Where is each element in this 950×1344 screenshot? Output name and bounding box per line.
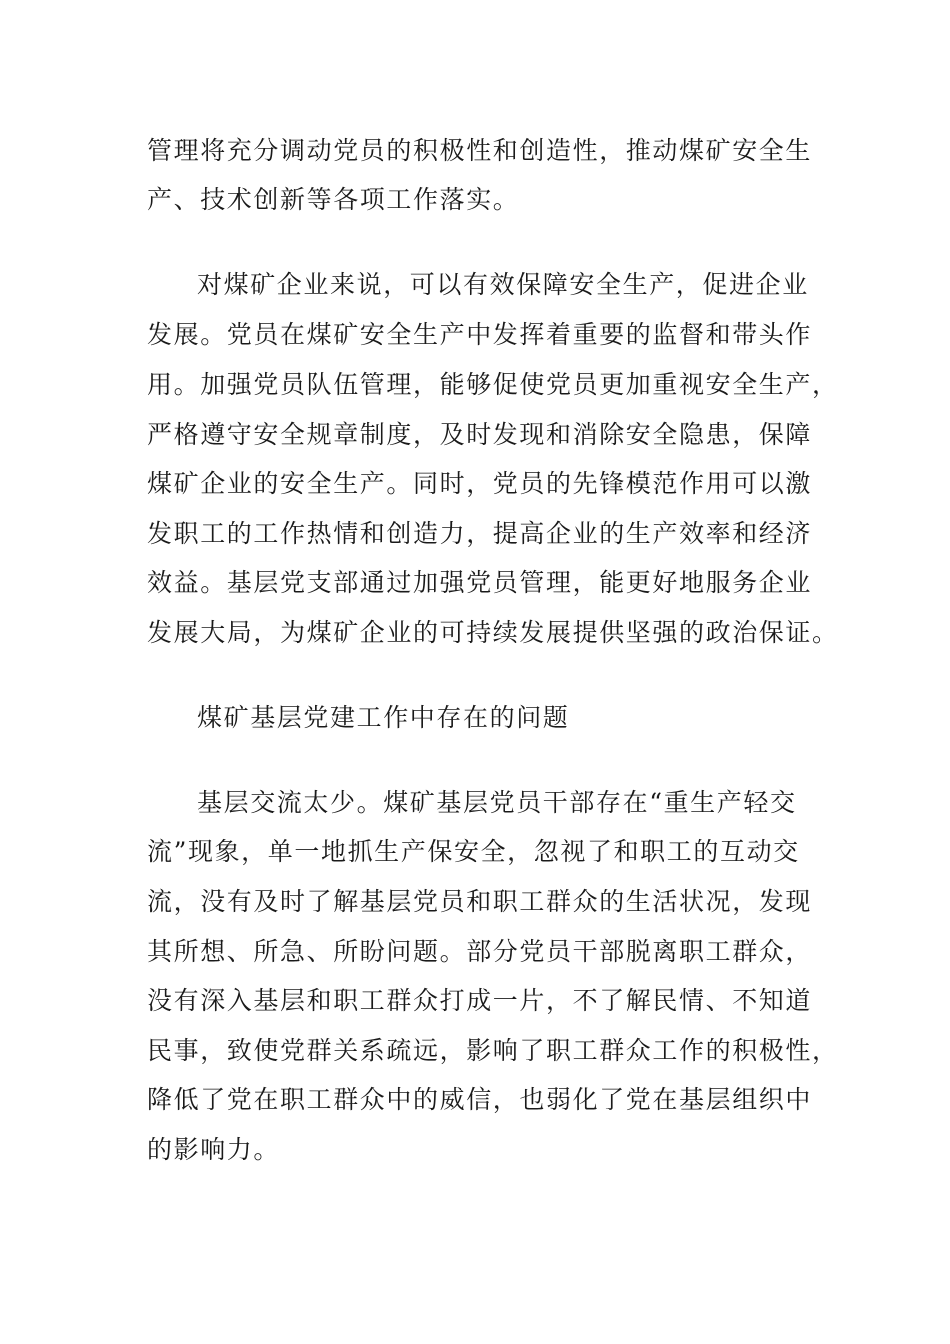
paragraph-2-line-6: 发职工的工作热情和创造力，提高企业的生产效率和经济 [147,519,813,548]
paragraph-1-line-2: 产、技术创新等各项工作落实。 [147,185,520,214]
paragraph-4-line-8: 的影响力。 [147,1135,281,1164]
paragraph-4-line-3: 流，没有及时了解基层党员和职工群众的生活状况，发现 [147,887,813,916]
paragraph-2-line-4: 严格遵守安全规章制度，及时发现和消除安全隐患，保障 [147,420,813,449]
paragraph-4-line-5: 没有深入基层和职工群众打成一片，不了解民情、不知道 [147,986,813,1015]
paragraph-4-line-4: 其所想、所急、所盼问题。部分党员干部脱离职工群众， [147,937,813,966]
paragraph-4-line-7: 降低了党在职工群众中的威信，也弱化了党在基层组织中 [147,1085,813,1114]
paragraph-2-line-8: 发展大局，为煤矿企业的可持续发展提供坚强的政治保证。 [147,618,839,647]
paragraph-2-line-1: 对煤矿企业来说，可以有效保障安全生产，促进企业 [197,270,809,299]
paragraph-2-line-2: 发展。党员在煤矿安全生产中发挥着重要的监督和带头作 [147,320,813,349]
paragraph-2-line-7: 效益。基层党支部通过加强党员管理，能更好地服务企业 [147,568,813,597]
section-heading: 煤矿基层党建工作中存在的问题 [197,703,570,732]
paragraph-1-line-1: 管理将充分调动党员的积极性和创造性，推动煤矿安全生 [147,136,813,165]
paragraph-4-line-6: 民事，致使党群关系疏远，影响了职工群众工作的积极性， [147,1036,839,1065]
paragraph-4-line-1: 基层交流太少。煤矿基层党员干部存在“重生产轻交 [197,788,797,817]
paragraph-2-line-5: 煤矿企业的安全生产。同时，党员的先锋模范作用可以激 [147,469,813,498]
paragraph-2-line-3: 用。加强党员队伍管理，能够促使党员更加重视安全生产， [147,370,839,399]
paragraph-4-line-2: 流”现象，单一地抓生产保安全，忽视了和职工的互动交 [147,837,800,866]
